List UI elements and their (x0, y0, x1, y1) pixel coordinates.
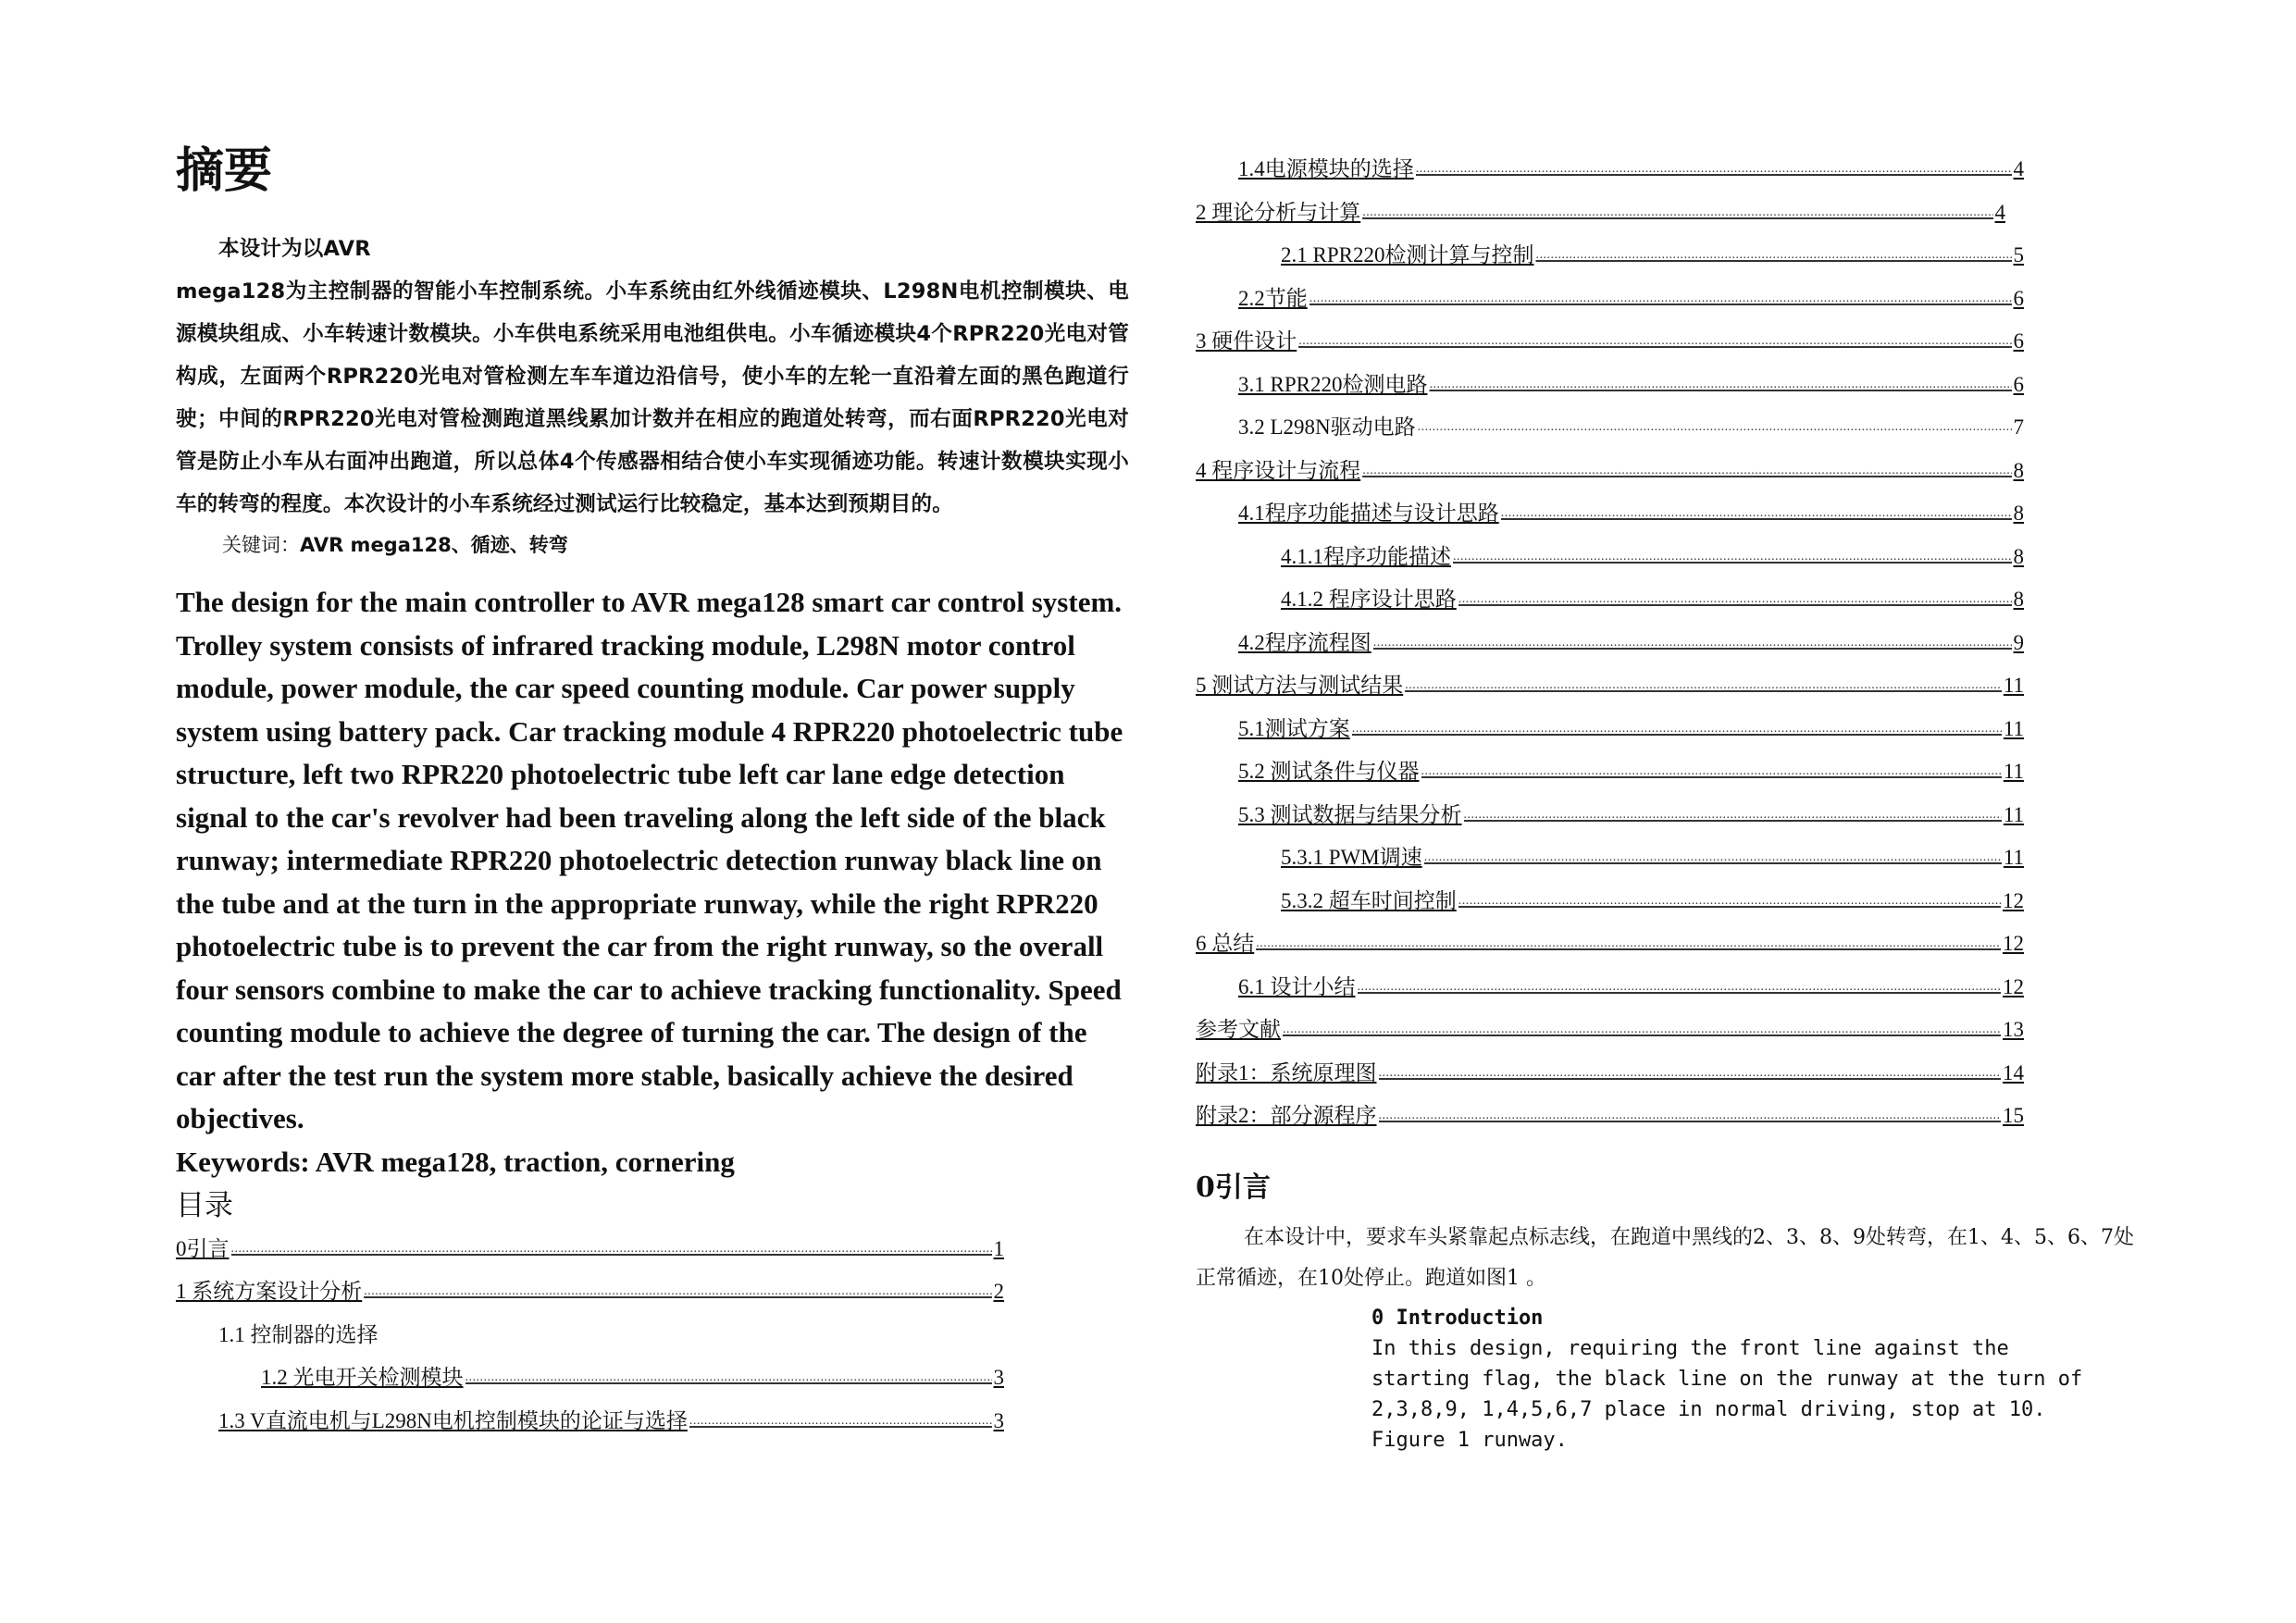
toc-leader (1283, 1005, 2001, 1052)
toc-leader (1379, 1091, 2002, 1138)
toc-entry-page: 1 (993, 1236, 1004, 1260)
abstract-chinese-rest: mega128为主控制器的智能小车控制系统。小车系统由红外线循迹模块、L298N电机控制模块、电源模块组成、小车转速计数模块。小车供电系统采用电池组供电。小车循迹模块4个RPR220光电对管构成，左面两个RPR220光电对管检测左车车道边沿信号，使小车的左轮一直沿着左面的黑色跑道行驶；中间的RPR220光电对管检测跑道黑线累加计数并在相应的跑道处转弯，而右面RPR220光电对管是防止小车从右面冲出跑道，所以总体4个传感器相结合使小车实现循迹功能。转速计数模块实现小车的转弯的程度。本次设计的小车系统经过测试运行比较稳定，基本达到预期目的。 (176, 279, 1129, 516)
toc-entry-page: 7 (2013, 415, 2024, 439)
intro-english-heading: 0 Introduction (1371, 1306, 1544, 1330)
toc-entry-label: 5 测试方法与测试结果 (1196, 674, 1404, 697)
toc-entry[interactable] (176, 1228, 1004, 1271)
toc-entry-page: 11 (2003, 760, 2024, 783)
toc-entry-page: 8 (2013, 588, 2024, 611)
toc-entry[interactable] (1281, 880, 2024, 923)
toc-leader (364, 1267, 991, 1314)
toc-entry-page: 14 (2003, 1060, 2024, 1084)
toc-entry[interactable] (1238, 278, 2024, 321)
toc-leader (1256, 919, 2001, 966)
toc-entry-page: 4 (2013, 157, 2024, 180)
keywords-english: Keywords: AVR mega128, traction, cornering (176, 1145, 735, 1178)
toc-entry-label: 附录1：系统原理图 (1196, 1060, 1377, 1084)
abstract-chinese-first: 本设计为以AVR (218, 237, 371, 261)
abstract-english: The design for the main controller to AVR mega128 smart car control system. Trolley system consists of infrared tracking module, L298N motor control module, power module, the car speed counting module. Car power supply system using battery pack. Car tracking module 4 RPR220 photoelectric tube structure, left two RPR220 photoelectric tube left car lane edge detection signal to the car's revolver had been traveling along the left side of the black runway; intermediate RPR220 photoelectric detection runway black line on the tube and at the turn in the appropriate runway, while the right RPR220 photoelectric tube is to prevent the car from the right runway, so the overall four sensors combine to make the car to achieve tracking functionality. Speed counting module to achieve the degree of turning the car. The design of the car after the test run the system more stable, basically achieve the desired objectives. (176, 586, 1123, 1134)
toc-entry[interactable] (218, 1400, 1004, 1443)
toc-entry-page: 11 (2003, 716, 2024, 740)
toc-leader (1309, 274, 2012, 321)
keywords-chinese (222, 526, 1129, 564)
abstract-chinese (176, 228, 1129, 526)
toc-entry-label: 1.4电源模块的选择 (1238, 157, 1414, 180)
toc-leader (1379, 1048, 2002, 1096)
toc-entry-label: 1 系统方案设计分析 (176, 1280, 363, 1303)
toc-entry-page: 13 (2003, 1018, 2024, 1041)
toc-entry[interactable] (261, 1357, 1004, 1400)
toc-entry-page: 9 (2013, 630, 2024, 654)
toc-entry[interactable] (1281, 578, 2024, 622)
intro-english-text: In this design, requiring the front line against the starting flag, the black line on the runway at the turn of 2,3,8,9, 1,4,5,6,7 place in normal driving, stop at 10. Figure 1 runway. (1371, 1336, 2083, 1452)
toc-entry-page: 8 (2013, 458, 2024, 482)
toc-entry[interactable] (1238, 708, 2024, 751)
toc-leader (1405, 661, 2002, 708)
toc-entry-label: 6.1 设计小结 (1238, 974, 1356, 998)
toc-entry-label: 附录2：部分源程序 (1196, 1104, 1377, 1127)
toc-entry-label: 5.1测试方案 (1238, 716, 1350, 740)
toc-entry-label: 4.1.1程序功能描述 (1281, 544, 1451, 568)
toc-entry-label: 4 程序设计与流程 (1196, 458, 1361, 482)
toc-entry-page: 3 (993, 1408, 1004, 1432)
toc-entry-page: 12 (2003, 888, 2024, 912)
abstract-title: 摘要 (176, 142, 273, 199)
toc-entry[interactable] (1238, 148, 2024, 192)
toc-leader (1453, 532, 2012, 579)
toc-leader (465, 1353, 992, 1400)
toc-entry-label: 1.3 V直流电机与L298N电机控制模块的论证与选择 (218, 1408, 688, 1432)
toc-leader (1501, 489, 2012, 536)
toc-leader (1424, 833, 2002, 880)
toc-entry-page: 6 (2013, 372, 2024, 396)
toc-entry-label: 2.1 RPR220检测计算与控制 (1281, 243, 1534, 266)
left-column (176, 139, 1129, 1443)
toc-entry[interactable] (1196, 450, 2024, 493)
toc-entry-label: 5.2 测试条件与仪器 (1238, 760, 1420, 783)
toc-entry[interactable] (1196, 1009, 2024, 1052)
toc-entry[interactable] (1238, 750, 2024, 794)
right-column (1196, 148, 2149, 1456)
toc-entry-page: 4 (1994, 200, 2005, 224)
intro-chinese (1196, 1218, 2149, 1299)
toc-entry[interactable] (1196, 1095, 2024, 1138)
toc-entry-page: 6 (2013, 286, 2024, 310)
toc-entry-page: 12 (2003, 974, 2024, 998)
toc-left (176, 1228, 1004, 1443)
toc-entry-label: 0引言 (176, 1236, 230, 1260)
toc-entry-label: 3.1 RPR220检测电路 (1238, 372, 1428, 396)
toc-leader (1421, 747, 2002, 794)
toc-entry-label: 3 硬件设计 (1196, 329, 1297, 353)
toc-leader (1418, 403, 2012, 450)
toc-entry[interactable] (1238, 794, 2024, 837)
toc-right (1196, 148, 2024, 1138)
toc-entry-page: 3 (993, 1366, 1004, 1389)
toc-entry-page: 15 (2003, 1104, 2024, 1127)
toc-leader (1358, 962, 2002, 1010)
toc-entry-label: 4.2程序流程图 (1238, 630, 1371, 654)
toc-leader (1458, 575, 2012, 622)
toc-entry[interactable] (1238, 364, 2024, 407)
toc-entry-label: 参考文献 (1196, 1018, 1281, 1041)
toc-entry-label: 4.1.2 程序设计思路 (1281, 588, 1457, 611)
toc-entry[interactable] (1281, 234, 2024, 278)
toc-entry-label: 5.3.1 PWM调速 (1281, 846, 1422, 869)
toc-entry[interactable] (1238, 406, 2024, 450)
toc-entry-label: 1.2 光电开关检测模块 (261, 1366, 464, 1389)
toc-entry-page: 2 (993, 1280, 1004, 1303)
toc-entry-label: 1.1 控制器的选择 (218, 1322, 379, 1346)
toc-entry[interactable] (1196, 923, 2024, 966)
toc-entry[interactable] (1281, 536, 2024, 579)
toc-entry-page: 11 (2003, 674, 2024, 697)
toc-entry-label: 4.1程序功能描述与设计思路 (1238, 502, 1499, 525)
toc-title: 目录 (176, 1188, 233, 1222)
toc-entry[interactable] (176, 1270, 1004, 1314)
toc-entry[interactable] (218, 1314, 1004, 1357)
toc-entry[interactable] (1196, 1052, 2024, 1096)
toc-entry-page: 12 (2003, 932, 2024, 955)
toc-leader (1416, 144, 2012, 192)
toc-entry[interactable] (1196, 192, 2005, 235)
toc-entry[interactable] (1281, 836, 2024, 880)
keywords-chinese-value: AVR mega128、循迹、转弯 (300, 534, 568, 556)
intro-chinese-text: 在本设计中，要求车头紧靠起点标志线，在跑道中黑线的2、3、8、9处转弯，在1、4、5、6、7处正常循迹，在10处停止。跑道如图1 。 (1196, 1225, 2134, 1290)
toc-leader (231, 1224, 992, 1271)
toc-entry[interactable] (1238, 966, 2024, 1010)
toc-leader (1535, 230, 2011, 278)
toc-leader (689, 1396, 992, 1443)
toc-entry[interactable] (1238, 622, 2024, 665)
toc-entry[interactable] (1238, 492, 2024, 536)
toc-entry-label: 6 总结 (1196, 932, 1255, 955)
toc-leader (1298, 316, 2011, 364)
toc-leader (1464, 790, 2002, 837)
toc-entry-label: 3.2 L298N驱动电路 (1238, 415, 1416, 439)
toc-entry-label: 5.3 测试数据与结果分析 (1238, 802, 1462, 826)
keywords-chinese-label: 关键词： (222, 534, 300, 556)
toc-leader (1373, 618, 2012, 665)
toc-entry-page: 8 (2013, 544, 2024, 568)
toc-entry-label: 2.2节能 (1238, 286, 1308, 310)
intro-english (1371, 1303, 2112, 1456)
toc-leader (1362, 188, 1992, 235)
toc-leader (1429, 360, 2011, 407)
toc-entry-label: 5.3.2 超车时间控制 (1281, 888, 1457, 912)
intro-title: 0引言 (1196, 1171, 1271, 1204)
toc-entry[interactable] (1196, 664, 2024, 708)
toc-entry-page: 11 (2003, 802, 2024, 826)
toc-entry-page: 6 (2013, 329, 2024, 353)
toc-entry-page: 8 (2013, 502, 2024, 525)
toc-entry[interactable] (1196, 320, 2024, 364)
toc-leader (1458, 876, 2001, 923)
toc-entry-page: 11 (2003, 846, 2024, 869)
toc-entry-page: 5 (2013, 243, 2024, 266)
toc-entry-label: 2 理论分析与计算 (1196, 200, 1361, 224)
toc-leader (1352, 704, 2002, 751)
toc-leader (1362, 446, 2011, 493)
